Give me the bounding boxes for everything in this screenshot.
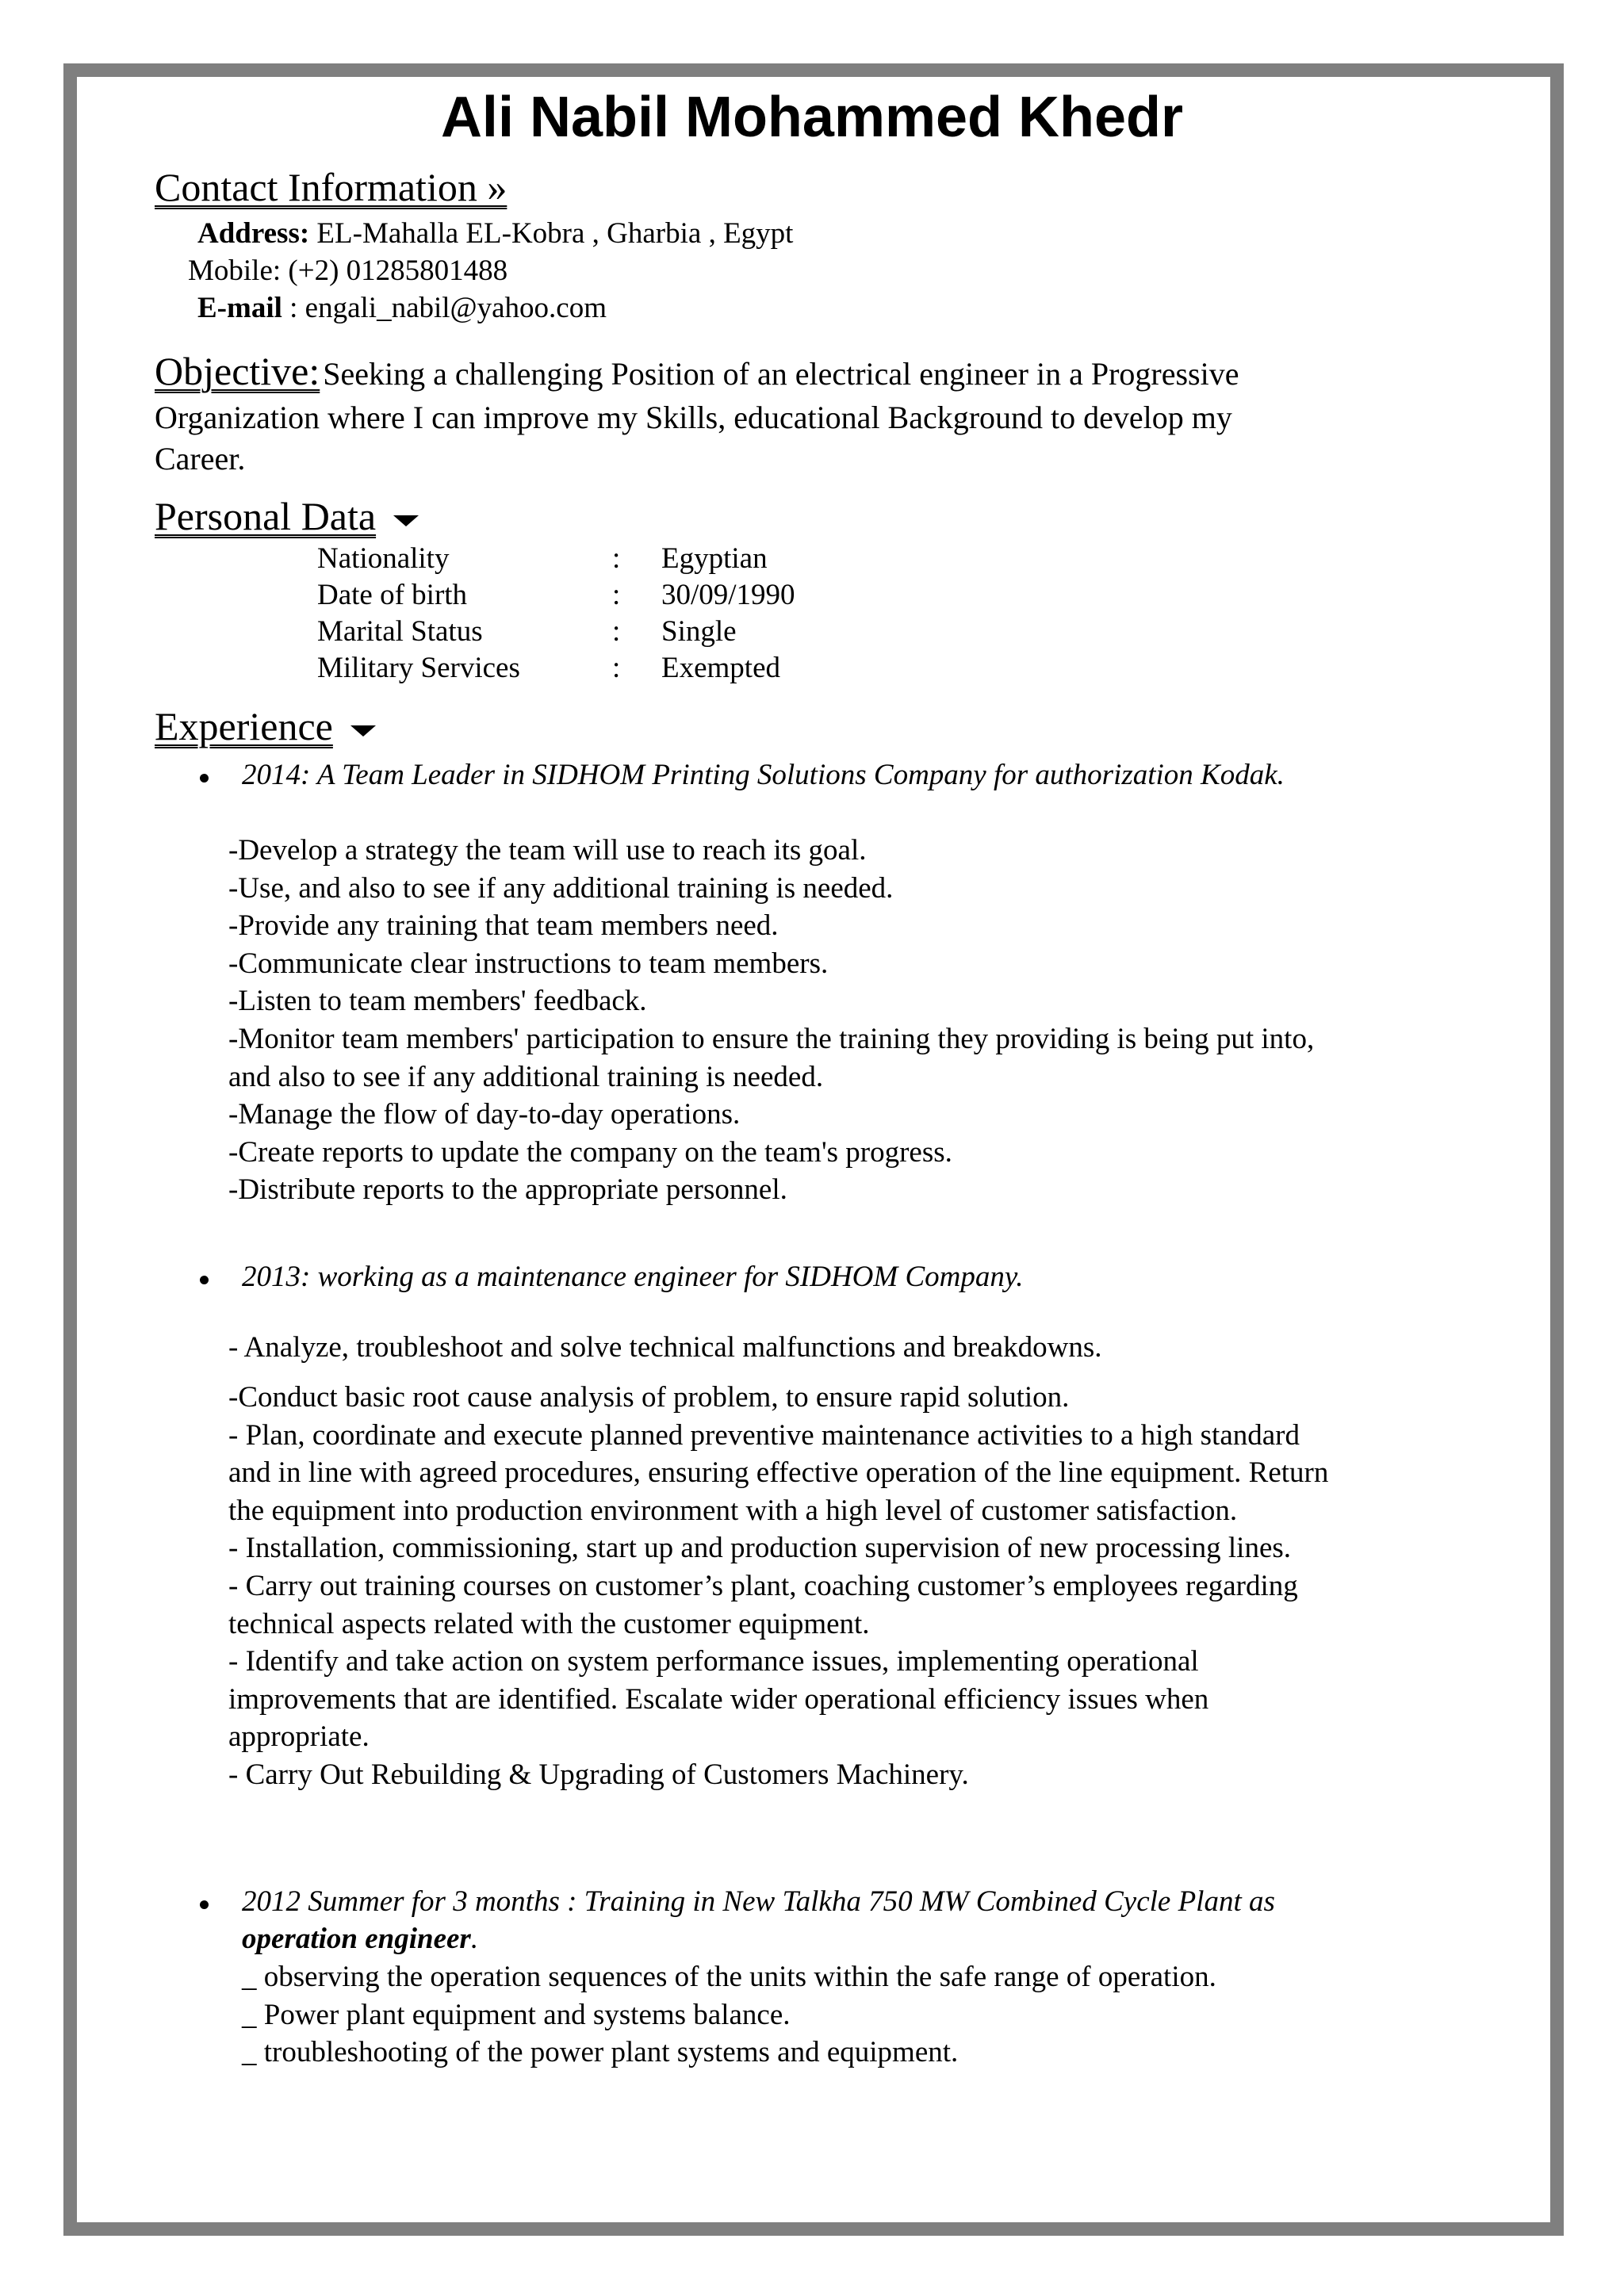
duty-line: -Develop a strategy the team will use to reach its goal. [228, 834, 867, 867]
address-value: EL-Mahalla EL-Kobra , Gharbia , Egypt [316, 217, 794, 250]
duty-line: - Plan, coordinate and execute planned preventive maintenance activities to a high standard [228, 1418, 1300, 1452]
duty-line: _ troubleshooting of the power plant systems and equipment. [242, 2036, 959, 2069]
duty-line: -Monitor team members' participation to ensure the training they providing is being put into, [228, 1022, 1315, 1055]
personal-row-label: Military Services [317, 652, 520, 684]
duty-line: - Carry out training courses on customer’s plant, coaching customer’s employees regarding [228, 1569, 1298, 1602]
address-label: Address: [197, 217, 310, 250]
duty-line: appropriate. [228, 1720, 370, 1754]
duty-line: - Installation, commissioning, start up and production supervision of new processing lines. [228, 1532, 1292, 1565]
objective-text-2: Organization where I can improve my Skills, educational Background to develop my [155, 400, 1232, 435]
personal-row-colon: : [612, 542, 621, 575]
duty-line: - Carry Out Rebuilding & Upgrading of Customers Machinery. [228, 1758, 969, 1791]
bullet-icon [200, 1276, 209, 1284]
personal-row-value: 30/09/1990 [661, 579, 795, 611]
duty-line: -Distribute reports to the appropriate personnel. [228, 1173, 787, 1207]
duty-line: -Conduct basic root cause analysis of problem, to ensure rapid solution. [228, 1381, 1070, 1414]
objective-line-1 [155, 347, 1239, 395]
email-label: E-mail [197, 292, 282, 324]
duty-line: -Use, and also to see if any additional training is needed. [228, 871, 894, 905]
experience-heading [155, 702, 376, 750]
duty-line: -Provide any training that team members need. [228, 909, 779, 943]
personal-data-heading [155, 492, 419, 540]
mobile-line: Mobile: (+2) 01285801488 [188, 254, 508, 287]
personal-row-label: Date of birth [317, 579, 468, 611]
personal-row-colon: : [612, 615, 621, 648]
objective-text-1: Seeking a challenging Position of an electrical engineer in a Progressive [323, 356, 1239, 392]
job1-title: 2014: A Team Leader in SIDHOM Printing Solutions Company for authorization Kodak. [242, 759, 1285, 791]
objective-text-3: Career. [155, 441, 246, 476]
job3-title: 2012 Summer for 3 months : Training in New Talkha 750 MW Combined Cycle Plant as [242, 1885, 1275, 1918]
caret-down-icon [350, 725, 376, 737]
caret-down-icon [393, 515, 419, 526]
experience-label: Experience [155, 704, 333, 748]
personal-row-colon: : [612, 579, 621, 611]
email-line [197, 290, 607, 327]
duty-line: -Communicate clear instructions to team members. [228, 947, 829, 980]
email-value: : engali_nabil@yahoo.com [289, 292, 607, 324]
contact-heading: Contact Information » [155, 165, 508, 209]
duty-line: _ Power plant equipment and systems balance. [242, 1998, 791, 2031]
duty-line: _ observing the operation sequences of the units within the safe range of operation. [242, 1961, 1216, 1993]
job2-first-duty: - Analyze, troubleshoot and solve technical malfunctions and breakdowns. [228, 1331, 1102, 1364]
personal-row-value: Exempted [661, 652, 781, 684]
personal-row-label: Nationality [317, 542, 450, 575]
personal-data-label: Personal Data [155, 494, 377, 538]
job1-duties [228, 832, 1314, 1209]
duty-line: -Manage the flow of day-to-day operations. [228, 1098, 741, 1131]
duty-line: the equipment into production environment with a high level of customer satisfaction. [228, 1494, 1238, 1527]
duty-line: technical aspects related with the customer equipment. [228, 1607, 870, 1640]
job2-title: 2013: working as a maintenance engineer for SIDHOM Company. [242, 1261, 1024, 1293]
duty-line: - Identify and take action on system performance issues, implementing operational [228, 1645, 1199, 1678]
bullet-icon [200, 774, 209, 783]
personal-row-colon: : [612, 652, 621, 684]
job3-role-line [242, 1921, 478, 1957]
personal-row-value: Single [661, 615, 737, 648]
job3-duties [242, 1958, 1216, 2072]
candidate-name: Ali Nabil Mohammed Khedr [440, 86, 1184, 149]
personal-row-value: Egyptian [661, 542, 768, 575]
duty-line: -Create reports to update the company on the team's progress. [228, 1135, 952, 1169]
job2-duties [228, 1379, 1328, 1794]
address-line [197, 216, 793, 252]
objective-heading: Objective: [155, 349, 320, 393]
duty-line: and in line with agreed procedures, ensuring effective operation of the line equipment. Return [228, 1456, 1329, 1490]
duty-line: -Listen to team members' feedback. [228, 985, 647, 1018]
job3-role-suffix: . [470, 1923, 479, 1955]
duty-line: and also to see if any additional training is needed. [228, 1060, 824, 1093]
duty-line: improvements that are identified. Escalate wider operational efficiency issues when [228, 1682, 1209, 1716]
personal-row-label: Marital Status [317, 615, 483, 648]
bullet-icon [200, 1900, 209, 1909]
job3-role: operation engineer [242, 1923, 471, 1955]
